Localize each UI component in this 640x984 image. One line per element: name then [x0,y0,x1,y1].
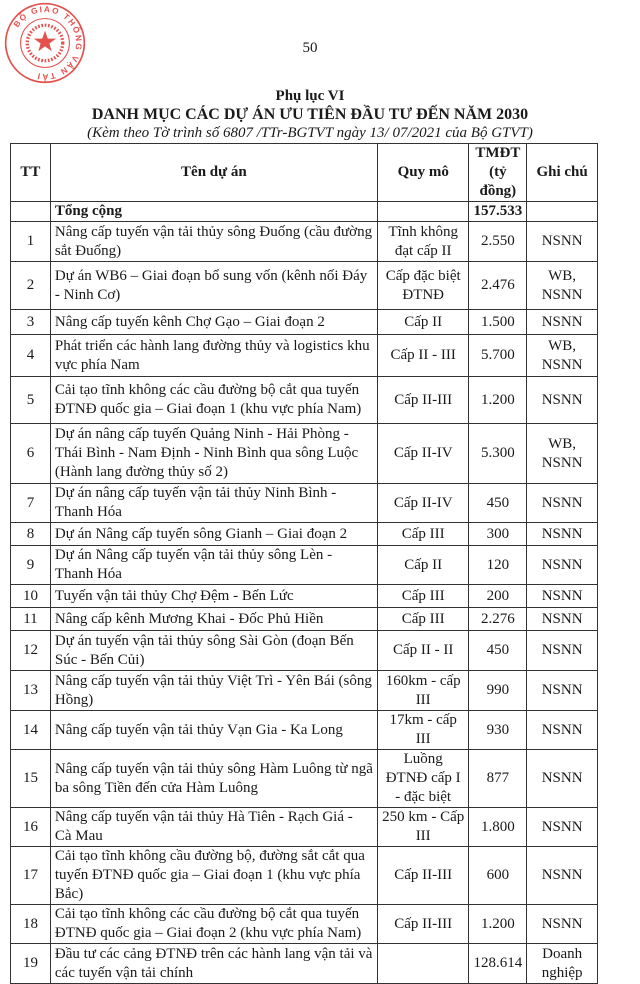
project-cost: 120 [469,546,527,585]
row-number: 1 [11,222,51,262]
row-number: 12 [11,631,51,671]
project-name: Cải tạo tĩnh không các cầu đường bộ cắt qua tuyến ĐTNĐ quốc gia – Giai đoạn 1 (khu vực phía Nam) [50,377,377,424]
project-note: NSNN [527,222,598,262]
project-name: Nâng cấp kênh Mương Khai - Đốc Phủ Hiền [50,608,377,631]
table-row [11,671,598,711]
row-number: 18 [11,905,51,944]
project-cost: 450 [469,631,527,671]
project-name: Tuyến vận tải thủy Chợ Đệm - Bến Lức [50,585,377,608]
project-name: Phát triển các hành lang đường thủy và logistics khu vực phía Nam [50,335,377,377]
project-scale: Cấp III [377,608,469,631]
project-cost: 1.800 [469,808,527,847]
project-cost: 2.476 [469,262,527,310]
project-cost: 1.500 [469,310,527,335]
table-row [11,310,598,335]
table-row [11,944,598,984]
project-cost: 128.614 [469,944,527,984]
document-subtitle: (Kèm theo Tờ trình số 6807 /TTr-BGTVT ngày 13/ 07/2021 của Bộ GTVT) [87,125,533,141]
project-note: NSNN [527,808,598,847]
table-row [11,847,598,905]
table-row [11,711,598,750]
table-row [11,750,598,808]
project-scale: Cấp II-III [377,847,469,905]
document-title: DANH MỤC CÁC DỰ ÁN ƯU TIÊN ĐẦU TƯ ĐẾN NĂM 2030 [91,106,529,123]
project-cost: 2.550 [469,222,527,262]
row-number: 5 [11,377,51,424]
project-scale: Cấp II-III [377,905,469,944]
table-row [11,484,598,523]
project-cost: 5.300 [469,424,527,484]
row-number: 7 [11,484,51,523]
project-note: NSNN [527,546,598,585]
project-note: NSNN [527,585,598,608]
table-row [11,631,598,671]
project-note: NSNN [527,711,598,750]
table-row [11,905,598,944]
project-scale: Cấp III [377,585,469,608]
project-scale: 17km - cấp III [377,711,469,750]
project-name: Nâng cấp tuyến vận tải thủy sông Hàm Luông từ ngã ba sông Tiền đến cửa Hàm Luông [50,750,377,808]
row-number: 13 [11,671,51,711]
row-number: 11 [11,608,51,631]
project-note: NSNN [527,377,598,424]
project-note: NSNN [527,847,598,905]
row-number: 14 [11,711,51,750]
project-cost: 1.200 [469,905,527,944]
project-name: Cải tạo tĩnh không cầu đường bộ, đường sắt cắt qua tuyến ĐTNĐ quốc gia – Giai đoạn 1 (khu vực phía Bắc) [50,847,377,905]
project-cost: 5.700 [469,335,527,377]
project-name: Nâng cấp tuyến vận tải thủy Việt Trì - Yên Bái (sông Hồng) [50,671,377,711]
project-note: WB, NSNN [527,262,598,310]
project-table [10,143,598,984]
total-cost: 157.533 [469,202,527,222]
project-cost: 877 [469,750,527,808]
project-note: WB, NSNN [527,335,598,377]
project-name: Dự án nâng cấp tuyến Quảng Ninh - Hải Phòng - Thái Bình - Nam Định - Ninh Bình qua sông Luộc (Hành lang đường thủy số 2) [50,424,377,484]
project-cost: 2.276 [469,608,527,631]
project-name: Nâng cấp tuyến kênh Chợ Gạo – Giai đoạn 2 [50,310,377,335]
table-row [11,262,598,310]
project-name: Dự án tuyến vận tải thủy sông Sài Gòn (đoạn Bến Súc - Bến Củi) [50,631,377,671]
project-note: NSNN [527,310,598,335]
project-scale: 160km - cấp III [377,671,469,711]
project-note: NSNN [527,631,598,671]
project-scale: Cấp III [377,523,469,546]
project-note: NSNN [527,671,598,711]
appendix-title: Phụ lục VI [275,88,345,104]
header-note: Ghi chú [527,144,598,202]
project-note: NSNN [527,750,598,808]
project-scale [377,944,469,984]
row-number: 3 [11,310,51,335]
table-row [11,585,598,608]
project-cost: 990 [469,671,527,711]
project-note: NSNN [527,484,598,523]
project-note: WB, NSNN [527,424,598,484]
project-name: Nâng cấp tuyến vận tải thủy Vạn Gia - Ka Long [50,711,377,750]
project-scale: Cấp II [377,310,469,335]
row-number: 9 [11,546,51,585]
svg-text:BỘ GIAO THÔNG VẬN TẢI: BỘ GIAO THÔNG VẬN TẢI [11,3,85,83]
project-name: Nâng cấp tuyến vận tải thủy sông Đuống (cầu đường sắt Đuống) [50,222,377,262]
project-name: Dự án Nâng cấp tuyến sông Gianh – Giai đoạn 2 [50,523,377,546]
table-row [11,608,598,631]
table-row [11,808,598,847]
row-number: 10 [11,585,51,608]
table-row [11,546,598,585]
project-note: NSNN [527,905,598,944]
project-scale: Luồng ĐTNĐ cấp I - đặc biệt [377,750,469,808]
project-cost: 1.200 [469,377,527,424]
project-cost: 450 [469,484,527,523]
header-name: Tên dự án [50,144,377,202]
project-cost: 200 [469,585,527,608]
project-scale: Cấp II [377,546,469,585]
row-number: 6 [11,424,51,484]
project-note: NSNN [527,608,598,631]
project-name: Dự án WB6 – Giai đoạn bổ sung vốn (kênh nối Đáy - Ninh Cơ) [50,262,377,310]
table-header [11,144,598,202]
project-scale: Cấp II-IV [377,484,469,523]
header-tt: TT [11,144,51,202]
project-note: NSNN [527,523,598,546]
project-name: Cải tạo tĩnh không các cầu đường bộ cắt qua tuyến ĐTNĐ quốc gia – Giai đoạn 2 (khu vực phía Nam) [50,905,377,944]
project-name: Nâng cấp tuyến vận tải thủy Hà Tiên - Rạch Giá - Cà Mau [50,808,377,847]
project-cost: 300 [469,523,527,546]
table-row [11,335,598,377]
project-scale: Cấp II-IV [377,424,469,484]
project-scale: Cấp II-III [377,377,469,424]
row-number: 16 [11,808,51,847]
page-number: 50 [302,40,318,56]
row-number: 19 [11,944,51,984]
total-row [11,202,598,222]
project-cost: 930 [469,711,527,750]
project-scale: Cấp II - II [377,631,469,671]
total-label: Tổng cộng [50,202,377,222]
project-scale: 250 km - Cấp III [377,808,469,847]
project-scale: Cấp II - III [377,335,469,377]
project-name: Dự án nâng cấp tuyến vận tải thủy Ninh Bình - Thanh Hóa [50,484,377,523]
header-cost: TMĐT (tỷ đồng) [469,144,527,202]
project-name: Đầu tư các cảng ĐTNĐ trên các hành lang vận tải và các tuyến vận tải chính [50,944,377,984]
table-row [11,523,598,546]
header-scale: Quy mô [377,144,469,202]
row-number: 4 [11,335,51,377]
project-name: Dự án Nâng cấp tuyến vận tải thủy sông Lèn - Thanh Hóa [50,546,377,585]
row-number: 2 [11,262,51,310]
row-number: 17 [11,847,51,905]
table-row [11,377,598,424]
table-row [11,424,598,484]
project-cost: 600 [469,847,527,905]
table-row [11,222,598,262]
project-note: Doanh nghiệp [527,944,598,984]
project-scale: Cấp đặc biệt ĐTNĐ [377,262,469,310]
project-scale: Tĩnh không đạt cấp II [377,222,469,262]
row-number: 8 [11,523,51,546]
row-number: 15 [11,750,51,808]
